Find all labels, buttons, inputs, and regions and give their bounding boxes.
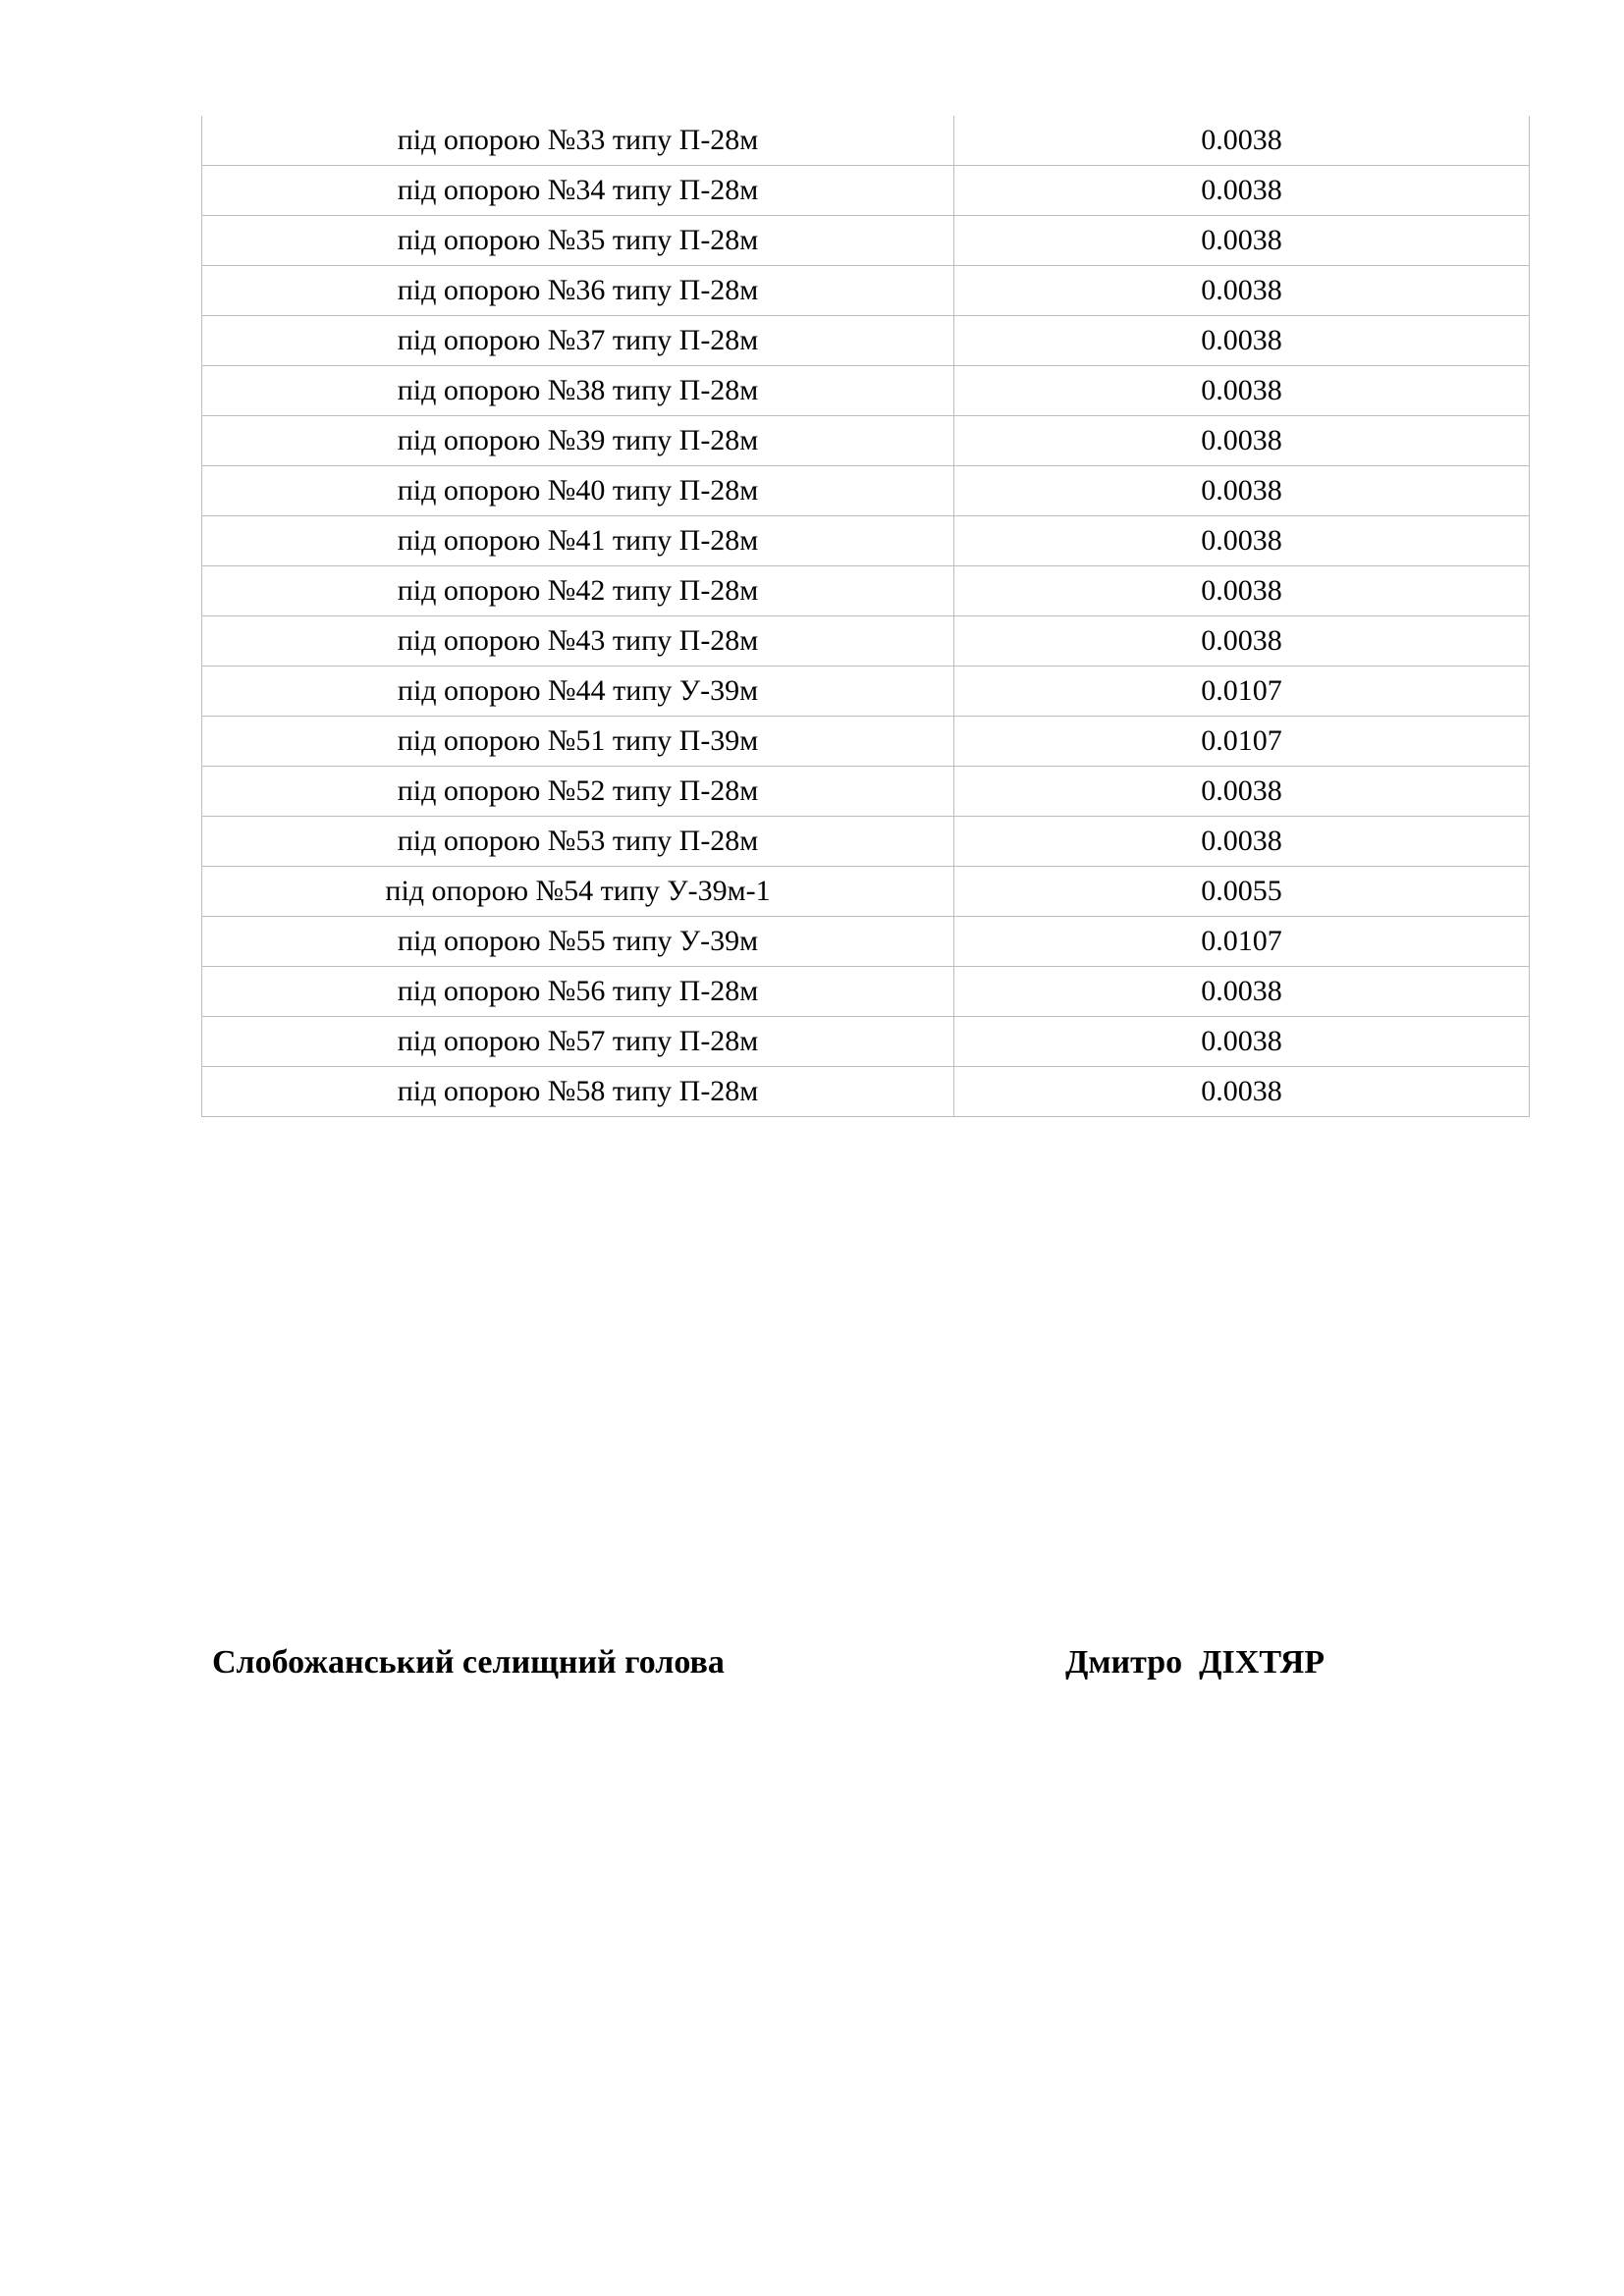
description-cell: під опорою №33 типу П-28м [202, 116, 954, 166]
table-row [202, 516, 1530, 566]
land-plot-table-container [201, 116, 1529, 1117]
description-cell: під опорою №41 типу П-28м [202, 516, 954, 566]
value-cell: 0.0038 [954, 166, 1530, 216]
value-cell: 0.0038 [954, 416, 1530, 466]
description-cell: під опорою №56 типу П-28м [202, 967, 954, 1017]
table-row [202, 416, 1530, 466]
description-cell: під опорою №52 типу П-28м [202, 767, 954, 817]
value-cell: 0.0107 [954, 667, 1530, 717]
description-cell: під опорою №51 типу П-39м [202, 717, 954, 767]
description-cell: під опорою №53 типу П-28м [202, 817, 954, 867]
table-row [202, 667, 1530, 717]
land-plot-table [201, 116, 1530, 1117]
table-row [202, 466, 1530, 516]
signatory-name: Дмитро ДІХТЯР [1065, 1644, 1326, 1681]
description-cell: під опорою №57 типу П-28м [202, 1017, 954, 1067]
table-row [202, 166, 1530, 216]
value-cell: 0.0038 [954, 216, 1530, 266]
value-cell: 0.0038 [954, 516, 1530, 566]
value-cell: 0.0038 [954, 1067, 1530, 1117]
description-cell: під опорою №40 типу П-28м [202, 466, 954, 516]
table-row [202, 366, 1530, 416]
description-cell: під опорою №39 типу П-28м [202, 416, 954, 466]
table-row [202, 817, 1530, 867]
table-row [202, 616, 1530, 667]
value-cell: 0.0038 [954, 566, 1530, 616]
description-cell: під опорою №37 типу П-28м [202, 316, 954, 366]
description-cell: під опорою №54 типу У-39м-1 [202, 867, 954, 917]
table-row [202, 266, 1530, 316]
description-cell: під опорою №44 типу У-39м [202, 667, 954, 717]
description-cell: під опорою №42 типу П-28м [202, 566, 954, 616]
value-cell: 0.0038 [954, 366, 1530, 416]
table-row [202, 917, 1530, 967]
table-row [202, 1067, 1530, 1117]
description-cell: під опорою №35 типу П-28м [202, 216, 954, 266]
table-row [202, 116, 1530, 166]
value-cell: 0.0038 [954, 266, 1530, 316]
value-cell: 0.0055 [954, 867, 1530, 917]
value-cell: 0.0107 [954, 917, 1530, 967]
value-cell: 0.0107 [954, 717, 1530, 767]
table-row [202, 1017, 1530, 1067]
table-body [202, 116, 1530, 1117]
value-cell: 0.0038 [954, 817, 1530, 867]
value-cell: 0.0038 [954, 466, 1530, 516]
value-cell: 0.0038 [954, 616, 1530, 667]
value-cell: 0.0038 [954, 767, 1530, 817]
signatory-title: Слобожанський селищний голова [212, 1644, 725, 1681]
description-cell: під опорою №43 типу П-28м [202, 616, 954, 667]
description-cell: під опорою №55 типу У-39м [202, 917, 954, 967]
description-cell: під опорою №58 типу П-28м [202, 1067, 954, 1117]
value-cell: 0.0038 [954, 316, 1530, 366]
table-row [202, 967, 1530, 1017]
description-cell: під опорою №38 типу П-28м [202, 366, 954, 416]
table-row [202, 767, 1530, 817]
table-row [202, 316, 1530, 366]
value-cell: 0.0038 [954, 1017, 1530, 1067]
table-row [202, 566, 1530, 616]
description-cell: під опорою №34 типу П-28м [202, 166, 954, 216]
table-row [202, 867, 1530, 917]
value-cell: 0.0038 [954, 967, 1530, 1017]
table-row [202, 216, 1530, 266]
description-cell: під опорою №36 типу П-28м [202, 266, 954, 316]
table-row [202, 717, 1530, 767]
value-cell: 0.0038 [954, 116, 1530, 166]
